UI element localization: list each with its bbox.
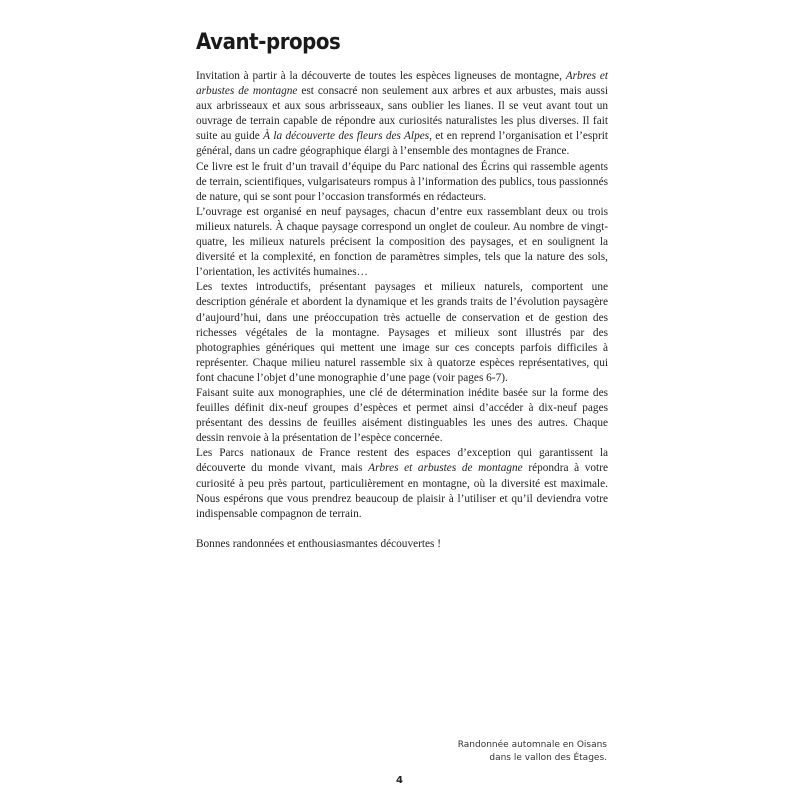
page-title: Avant-propos xyxy=(196,30,341,55)
paragraph-text: , et en reprend l’organisation et l’esprit général, dans un cadre géographique élargi à l’ensemble des montagnes de France. xyxy=(196,130,608,158)
paragraph-text: est consacré non seulement aux arbres et aux arbustes, mais aussi aux arbrisseaux et aux sous arbrisseaux, sans oublier les lianes. Il se veut avant tout un ouvrage de terrain capable de répondre aux curiosités naturalistes les plus diverses. Il fait suite au guide xyxy=(196,85,608,143)
book-title-italic: À la découverte des fleurs des Alpes xyxy=(263,130,430,143)
paragraph-text: L’ouvrage est organisé en neuf paysages, chacun d’entre eux rassemblant deux ou trois milieux naturels. À chaque paysage correspond un onglet de couleur. Au nombre de vingt-quatre, les milieux naturels précisent la composition des paysages, et en soulignent la diversité et la complexité, en fonction de paramètres simples, tels que la nature des sols, l’orientation, les activités humaines… xyxy=(196,205,608,279)
paragraph xyxy=(196,160,608,205)
book-title-italic: Arbres et arbustes de montagne xyxy=(196,70,608,98)
paragraph xyxy=(196,446,608,521)
paragraph-text: Faisant suite aux monographies, une clé de détermination inédite basée sur la forme des feuilles définit dix-neuf groupes d’espèces et permet ainsi d’accéder à dix-neuf pages présentant des dessins de feuilles aisément distinguables les unes des autres. Chaque dessin renvoie à la présentation de l’espèce concernée. xyxy=(196,386,608,445)
paragraph xyxy=(196,386,608,446)
paragraph-text: répondra à votre curiosité à peu près partout, particulièrement en montagne, où la diversité est maximale. Nous espérons que vous prendrez beaucoup de plaisir à l’utiliser et qu’il deviendra votre indispensable compagnon de terrain. xyxy=(196,462,608,520)
paragraph-text: Ce livre est le fruit d’un travail d’équipe du Parc national des Écrins qui rassemble agents de terrain, scientifiques, vulgarisateurs rompus à l’information des publics, tous passionnés de nature, qui se sont pour l’occasion transformés en rédacteurs. xyxy=(196,160,608,203)
caption-line-1: Randonnée automnale en Oisans xyxy=(457,740,607,750)
page-number: 4 xyxy=(396,775,403,786)
paragraph-text: Les textes introductifs, présentant paysages et milieux naturels, comportent une description générale et abordent la dynamique et les grands traits de l’évolution paysagère d’aujourd’hui, dans une préoccupation très actuelle de conservation et de gestion des richesses végétales de la montagne. Paysages et milieux sont illustrés par des photographies génériques qui mettent une image sur ces concepts parfois difficiles à représenter. Chaque milieu naturel rassemble six à quatorze espèces représentatives, qui font chacune l’objet d’une monographie d’une page (voir pages 6-7). xyxy=(196,281,608,384)
paragraph-text: Les Parcs nationaux de France restent des espaces d’exception qui garantissent la découverte du monde vivant, mais xyxy=(196,447,608,475)
paragraph xyxy=(196,205,608,280)
paragraph-text: Invitation à partir à la découverte de toutes les espèces ligneuses de montagne, xyxy=(196,70,566,82)
body-text xyxy=(196,69,608,552)
photo-caption xyxy=(407,739,607,765)
book-title-italic: Arbres et arbustes de montagne xyxy=(368,462,523,475)
paragraph xyxy=(196,280,608,386)
caption-line-2: dans le vallon des Étages. xyxy=(489,753,607,763)
paragraph xyxy=(196,69,608,160)
closing-line: Bonnes randonnées et enthousiasmantes découvertes ! xyxy=(196,537,442,550)
